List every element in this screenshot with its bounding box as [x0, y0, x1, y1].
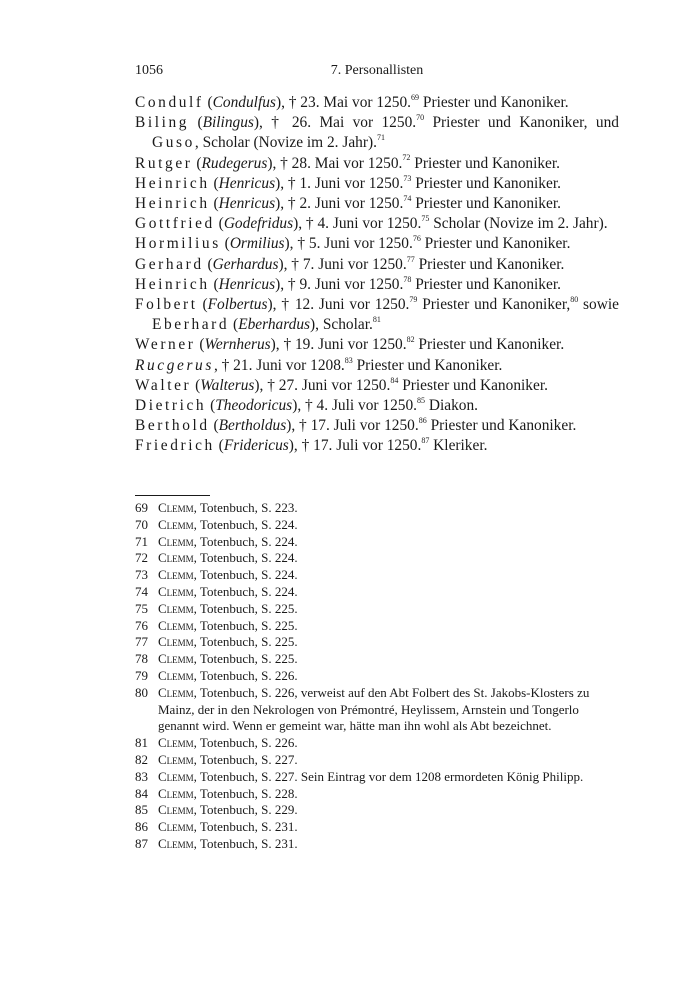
latin-name: Henricus: [218, 195, 276, 213]
entry-text: (: [197, 296, 208, 314]
entry-text: ), † 4. Juli vor 1250.: [292, 397, 418, 415]
entry-text: (: [220, 235, 230, 253]
latin-name: Bertholdus: [218, 417, 287, 435]
footnote-text: , Totenbuch, S. 225.: [193, 651, 298, 667]
personnel-entry: [135, 335, 619, 355]
person-name: Gottfried: [135, 215, 215, 233]
latin-name: Godefridus: [223, 215, 294, 233]
latin-name: Henricus: [218, 174, 276, 192]
entry-text: ), † 4. Juni vor 1250.: [293, 215, 422, 233]
person-name: Biling: [135, 114, 190, 132]
footnote-number: 82: [135, 751, 148, 767]
footnote: [135, 500, 619, 517]
personnel-entry: [135, 416, 619, 436]
entry-text: (: [191, 376, 201, 394]
footnote-author: Clemm: [158, 802, 194, 818]
footnote-author: Clemm: [158, 617, 194, 633]
person-name: Heinrich: [135, 174, 210, 192]
footnote: [135, 836, 619, 853]
footnote-number: 84: [135, 785, 148, 801]
footnote-author: Clemm: [158, 634, 194, 650]
entry-text: ), † 9. Juni vor 1250.: [275, 275, 404, 293]
entry-text: (: [203, 94, 213, 111]
footnote-ref: 75: [421, 214, 430, 224]
entry-text: (: [214, 215, 224, 233]
footnote-author: Clemm: [158, 567, 194, 583]
footnote-author: Clemm: [158, 835, 194, 851]
person-name: Rutger: [135, 154, 193, 172]
entry-text: ), † 7. Juni vor 1250.: [278, 255, 407, 273]
entry-text: ), † 26. Mai vor 1250.: [253, 114, 417, 132]
footnote-number: 83: [135, 768, 148, 784]
footnote-number: 69: [135, 500, 148, 515]
footnote-divider: [135, 495, 210, 496]
running-title: 7. Personallisten: [330, 63, 424, 78]
latin-name: Theodoricus: [215, 397, 293, 415]
footnote-ref: 86: [418, 416, 427, 426]
entry-text: Priester und Kanoniker, und: [424, 114, 619, 132]
footnote: [135, 517, 619, 534]
footnote-ref: 73: [403, 173, 412, 183]
personnel-entry: [135, 436, 619, 456]
footnote-text: , Totenbuch, S. 224.: [193, 567, 298, 583]
personnel-entry: [135, 396, 619, 416]
footnote-author: Clemm: [158, 500, 194, 515]
footnote-text: , Totenbuch, S. 227. Sein Eintrag vor dem 1208 ermordeten König Philipp.: [193, 768, 584, 784]
personnel-list: [135, 93, 619, 457]
person-name: Condulf: [135, 94, 204, 111]
footnote-number: 71: [135, 533, 148, 549]
entry-text: (: [206, 397, 216, 415]
entry-text: Kleriker.: [429, 437, 488, 455]
person-name: Hormilius: [135, 235, 221, 253]
footnote: [135, 534, 619, 551]
entry-text: Priester und Kanoniker.: [411, 275, 561, 293]
person-name: Berthold: [135, 417, 210, 435]
footnote: [135, 752, 619, 769]
footnote: [135, 550, 619, 567]
footnote-author: Clemm: [158, 533, 194, 549]
entry-text: ), † 1. Juni vor 1250.: [275, 174, 404, 192]
entry-text: Priester und Kanoniker.: [426, 417, 577, 435]
footnote-author: Clemm: [158, 516, 194, 532]
footnote-author: Clemm: [158, 785, 194, 801]
personnel-entry: [135, 295, 619, 335]
latin-name: Henricus: [218, 275, 276, 293]
entry-text: Priester und Kanoniker.: [419, 94, 569, 111]
footnote-text: , Totenbuch, S. 224.: [193, 550, 298, 566]
entry-text: (: [192, 154, 202, 172]
entry-text: (: [189, 114, 203, 132]
personnel-entry: [135, 174, 619, 194]
footnote-number: 80: [135, 684, 148, 700]
entry-text: Priester und Kanoniker.: [414, 255, 565, 273]
footnote: [135, 685, 619, 735]
personnel-entry: [135, 234, 619, 254]
footnote-number: 78: [135, 651, 148, 667]
footnote: [135, 668, 619, 685]
personnel-entry: [135, 275, 619, 295]
footnote: [135, 634, 619, 651]
footnote-ref: 74: [403, 193, 412, 203]
entry-text: Priester und Kanoniker.: [414, 336, 565, 354]
personnel-entry: [135, 154, 619, 174]
person-name: Heinrich: [135, 275, 210, 293]
personnel-entry: [135, 93, 619, 113]
footnote-text: , Totenbuch, S. 226, verweist auf den Abt Folbert des St. Jakobs-Klosters zu Mainz, der in den Nekrologen von Prémontré, Heylissem, Arnstein und Tongerlo genannt wird. Wenn er gemeint war, hätte man ihn wohl als Abt bezeichnet.: [158, 684, 590, 734]
footnote-text: , Totenbuch, S. 226.: [193, 735, 298, 751]
latin-name: Condulfus: [212, 94, 276, 111]
footnote-text: , Totenbuch, S. 231.: [193, 819, 298, 835]
entry-text: ), † 17. Juli vor 1250.: [286, 417, 419, 435]
footnote-author: Clemm: [158, 684, 194, 700]
entry-text: , Scholar (Novize im 2. Jahr).: [194, 134, 377, 152]
entry-text: Scholar (Novize im 2. Jahr).: [429, 215, 608, 233]
footnote-number: 81: [135, 735, 148, 751]
entry-text: (: [214, 437, 224, 455]
footnote-text: , Totenbuch, S. 228.: [193, 785, 298, 801]
entry-text: (: [209, 275, 219, 293]
footnote-author: Clemm: [158, 819, 194, 835]
person-name: Guso: [152, 134, 195, 152]
entry-text: ), † 2. Juni vor 1250.: [275, 195, 404, 213]
footnote-number: 76: [135, 617, 148, 633]
person-name: Gerhard: [135, 255, 204, 273]
entry-text: Diakon.: [425, 397, 479, 415]
personnel-entry: [135, 356, 619, 376]
entry-text: (: [209, 417, 219, 435]
entry-text: Priester und Kanoniker.: [420, 235, 571, 253]
latin-name: Gerhardus: [212, 255, 279, 273]
footnote-number: 87: [135, 835, 148, 851]
entry-text: Priester und Kanoniker.: [410, 154, 561, 172]
entry-text: sowie: [578, 296, 619, 314]
footnote: [135, 802, 619, 819]
latin-name: Walterus: [200, 376, 255, 394]
footnote-ref: 71: [376, 133, 385, 143]
entry-text: (: [203, 255, 213, 273]
person-name: Rucgerus: [135, 356, 214, 374]
footnote-ref: 77: [406, 254, 415, 264]
entry-text: (: [209, 174, 219, 192]
footnote-author: Clemm: [158, 583, 194, 599]
footnote-ref: 69: [411, 92, 420, 102]
footnote: [135, 567, 619, 584]
latin-name: Ormilius: [229, 235, 285, 253]
entry-text: Priester und Kanoniker.: [411, 174, 561, 192]
footnote: [135, 601, 619, 618]
footnote-author: Clemm: [158, 651, 194, 667]
personnel-entry: [135, 255, 619, 275]
entry-text: ), † 27. Juni vor 1250.: [254, 376, 391, 394]
personnel-entry: [135, 113, 619, 153]
footnote-text: , Totenbuch, S. 225.: [193, 617, 298, 633]
footnote: [135, 584, 619, 601]
footnote-ref: 84: [390, 375, 399, 385]
person-name: Walter: [135, 376, 192, 394]
footnote-ref: 85: [417, 395, 426, 405]
footnote-number: 73: [135, 567, 148, 583]
footnote-number: 77: [135, 634, 148, 650]
footnote-number: 85: [135, 802, 148, 818]
latin-name: Folbertus: [207, 296, 268, 314]
entry-text: Priester und Kanoniker.: [398, 376, 548, 394]
entry-text: Priester und Kanoniker.: [411, 195, 561, 213]
footnote-ref: 83: [344, 355, 353, 365]
footnote-text: , Totenbuch, S. 229.: [193, 802, 298, 818]
footnote-author: Clemm: [158, 751, 194, 767]
entry-text: ), † 17. Juli vor 1250.: [288, 437, 422, 455]
entry-text: ), † 28. Mai vor 1250.: [267, 154, 403, 172]
footnote-text: , Totenbuch, S. 226.: [193, 667, 298, 683]
footnote-number: 70: [135, 516, 148, 532]
page-number: 1056: [135, 63, 163, 78]
footnote-ref: 87: [421, 436, 430, 446]
footnote: [135, 735, 619, 752]
footnote: [135, 618, 619, 635]
footnote-text: , Totenbuch, S. 223.: [193, 500, 298, 515]
entry-text: ), † 12. Juni vor 1250.: [267, 296, 410, 314]
entry-text: ), Scholar.: [310, 316, 373, 334]
footnote: [135, 651, 619, 668]
footnote-ref: 76: [412, 234, 421, 244]
footnote-ref: 70: [416, 113, 425, 123]
footnote-ref: 78: [403, 274, 412, 284]
entry-text: Priester und Kanoniker.: [352, 356, 503, 374]
latin-name: Wernherus: [204, 336, 271, 354]
footnote-number: 74: [135, 583, 148, 599]
footnote-number: 79: [135, 667, 148, 683]
page-header: [135, 63, 619, 83]
footnote: [135, 819, 619, 836]
entry-text: (: [209, 195, 219, 213]
entry-text: , † 21. Juni vor 1208.: [213, 356, 345, 374]
footnote-number: 75: [135, 600, 148, 616]
person-name: Dietrich: [135, 397, 207, 415]
personnel-entry: [135, 376, 619, 396]
entry-text: ), † 5. Juni vor 1250.: [284, 235, 413, 253]
footnote-text: , Totenbuch, S. 224.: [193, 583, 298, 599]
footnote-text: , Totenbuch, S. 224.: [193, 533, 298, 549]
entry-text: Priester und Kanoniker,: [417, 296, 571, 314]
latin-name: Rudegerus: [201, 154, 268, 172]
footnote-text: , Totenbuch, S. 227.: [193, 751, 298, 767]
footnote-number: 86: [135, 819, 148, 835]
person-name: Heinrich: [135, 195, 210, 213]
person-name: Friedrich: [135, 437, 215, 455]
footnote-author: Clemm: [158, 768, 194, 784]
latin-name: Fridericus: [223, 437, 289, 455]
latin-name: Eberhardus: [238, 316, 311, 334]
footnote-author: Clemm: [158, 735, 194, 751]
latin-name: Bilingus: [202, 114, 254, 132]
person-name: Werner: [135, 336, 196, 354]
footnote-text: , Totenbuch, S. 231.: [193, 835, 298, 851]
footnote-ref: 80: [570, 294, 579, 304]
footnote-author: Clemm: [158, 600, 194, 616]
footnote-author: Clemm: [158, 550, 194, 566]
entry-text: (: [229, 316, 239, 334]
footnote-ref: 82: [406, 335, 415, 345]
footnote-text: , Totenbuch, S. 224.: [193, 516, 298, 532]
footnote-author: Clemm: [158, 667, 194, 683]
footnotes: [135, 500, 619, 853]
person-name: Eberhard: [152, 316, 230, 334]
footnote-text: , Totenbuch, S. 225.: [193, 634, 298, 650]
footnote-ref: 79: [409, 294, 418, 304]
footnote-number: 72: [135, 550, 148, 566]
footnote: [135, 786, 619, 803]
footnote: [135, 769, 619, 786]
personnel-entry: [135, 214, 619, 234]
footnote-ref: 72: [402, 153, 411, 163]
person-name: Folbert: [135, 296, 198, 314]
personnel-entry: [135, 194, 619, 214]
entry-text: (: [195, 336, 205, 354]
footnote-ref: 81: [372, 315, 381, 325]
entry-text: ), † 23. Mai vor 1250.: [275, 94, 412, 111]
footnote-text: , Totenbuch, S. 225.: [193, 600, 298, 616]
entry-text: ), † 19. Juni vor 1250.: [270, 336, 407, 354]
